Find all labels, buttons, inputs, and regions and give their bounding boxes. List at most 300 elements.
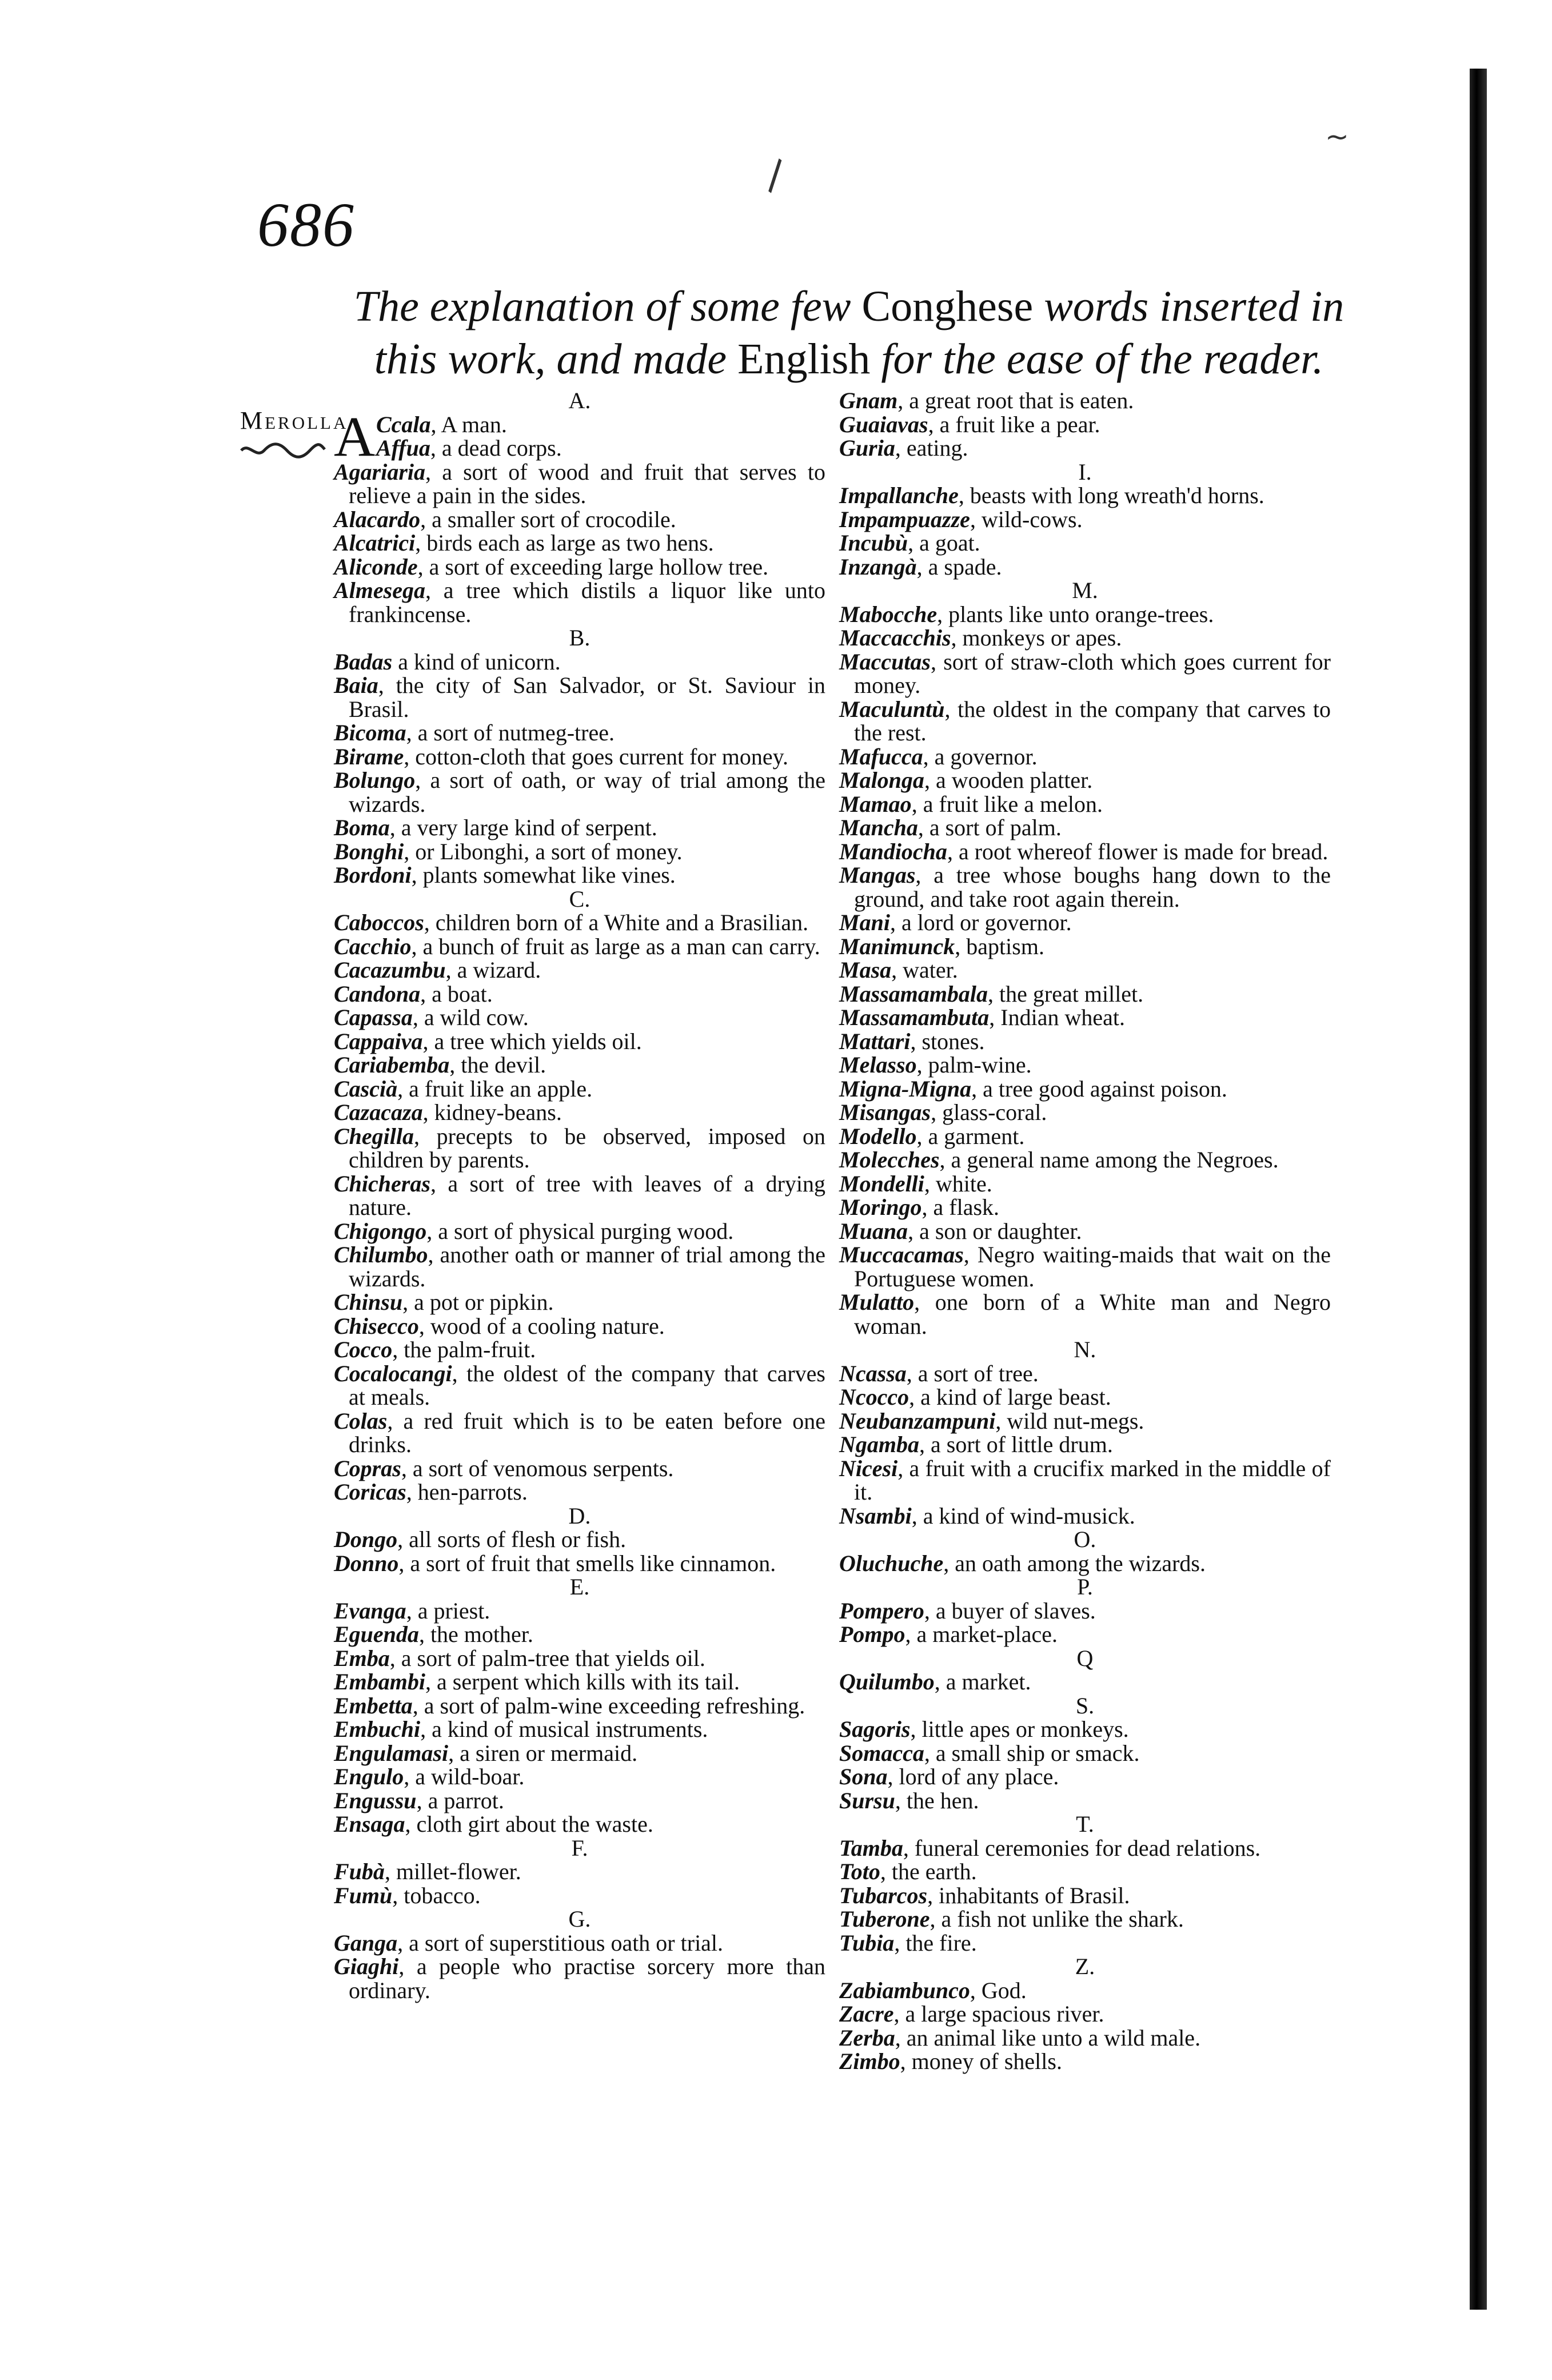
entry-definition: , a small ship or smack. — [924, 1740, 1140, 1766]
entry-term: Cocco — [334, 1337, 393, 1362]
entry-definition: , plants somewhat like vines. — [411, 862, 676, 888]
glossary-entry — [839, 1409, 1331, 1433]
entry-term: Maculuntù — [839, 696, 945, 722]
entry-term: Mattari — [839, 1028, 911, 1054]
glossary-entry — [839, 935, 1331, 959]
entry-definition: , a tree which yields oil. — [422, 1028, 642, 1054]
glossary-entry — [334, 1812, 825, 1836]
entry-definition: , water. — [891, 957, 958, 983]
entry-definition: , a dead corps. — [430, 435, 562, 461]
glossary-column-right — [839, 389, 1331, 2074]
glossary-entry — [334, 1243, 825, 1290]
entry-definition: , a spade. — [916, 553, 1002, 580]
entry-term: Donno — [334, 1550, 399, 1576]
entry-definition: , a root whereof flower is made for bread. — [947, 838, 1328, 864]
entry-term: Impampuazze — [839, 506, 970, 532]
entry-definition: , baptism. — [955, 933, 1044, 959]
entry-definition: , sort of straw-cloth which goes current for money. — [854, 648, 1331, 698]
entry-term: Modello — [839, 1123, 917, 1149]
glossary-entry — [839, 1552, 1331, 1576]
margin-note: Merolla — [240, 406, 349, 434]
entry-term: Bordoni — [334, 862, 412, 888]
entry-term: Sagoris — [839, 1716, 911, 1742]
glossary-entry — [334, 1006, 825, 1030]
glossary-entry — [839, 413, 1331, 437]
glossary-entry — [839, 1219, 1331, 1243]
glossary-entry — [334, 1528, 825, 1552]
entry-definition: , a great root that is eaten. — [897, 388, 1134, 413]
title-fragment: for the ease of the reader. — [870, 335, 1324, 383]
glossary-entry — [334, 650, 825, 674]
glossary-entry — [839, 840, 1331, 864]
glossary-entry — [839, 626, 1331, 650]
entry-term: Giaghi — [334, 1954, 399, 1979]
entry-term: Ngamba — [839, 1432, 919, 1457]
entry-definition: , a flask. — [921, 1194, 1000, 1220]
entry-term: Zerba — [839, 2024, 895, 2051]
entry-definition: , the hen. — [895, 1787, 979, 1813]
entry-definition: , a siren or mermaid. — [448, 1740, 638, 1766]
glossary-entry — [334, 1409, 825, 1457]
entry-definition: , stones. — [910, 1028, 985, 1054]
glossary-entry — [839, 1622, 1331, 1647]
glossary-entry — [839, 389, 1331, 413]
glossary-entry — [334, 1670, 825, 1694]
glossary-entry — [334, 1101, 825, 1125]
glossary-entry — [334, 1884, 825, 1908]
entry-term: Melasso — [839, 1052, 917, 1078]
entry-term: Nicesi — [839, 1455, 898, 1481]
entry-term: Copras — [334, 1455, 401, 1481]
glossary-entry — [334, 1860, 825, 1884]
title-fragment: words inserted in this work, and made — [374, 282, 1344, 383]
entry-definition: , a people who practise sorcery more than ordinary. — [349, 1954, 825, 2003]
entry-term: Eguenda — [334, 1621, 419, 1647]
glossary-entry — [334, 531, 825, 555]
entry-term: Guria — [839, 435, 895, 461]
entry-term: Engulo — [334, 1764, 404, 1789]
glossary-column-left — [334, 389, 825, 2002]
entry-definition: , wood of a cooling nature. — [418, 1313, 665, 1339]
swash-ornament — [240, 439, 326, 462]
glossary-entry — [839, 1195, 1331, 1219]
letter-heading: G. — [568, 1906, 591, 1932]
glossary-entry — [334, 1480, 825, 1504]
glossary-entry — [839, 1362, 1331, 1386]
glossary-entry — [334, 1599, 825, 1623]
glossary-entry — [839, 1053, 1331, 1077]
letter-heading: B. — [569, 625, 591, 651]
entry-term: Massamambuta — [839, 1004, 990, 1030]
entry-term: Mulatto — [839, 1289, 915, 1315]
glossary-entry — [839, 1172, 1331, 1196]
entry-term: Migna-Migna — [839, 1075, 972, 1102]
entry-definition: , money of shells. — [900, 2048, 1062, 2074]
letter-heading: Q — [1076, 1645, 1094, 1671]
glossary-entry — [839, 768, 1331, 792]
entry-definition: , cotton-cloth that goes current for money. — [404, 743, 788, 770]
entry-term: Alacardo — [334, 506, 421, 532]
entry-definition: , the oldest in the company that carves to the rest. — [854, 696, 1331, 746]
entry-term: Manimunck — [839, 933, 955, 959]
entry-term: Bicoma — [334, 720, 406, 746]
entry-definition: , white. — [924, 1170, 992, 1197]
title-fragment: English — [737, 335, 871, 383]
entry-definition: , a governor. — [923, 743, 1038, 770]
entry-term: Aliconde — [334, 553, 418, 580]
entry-definition: , a goat. — [908, 530, 980, 556]
entry-definition: , a fish not unlike the shark. — [929, 1906, 1184, 1932]
entry-term: Toto — [839, 1859, 880, 1884]
glossary-entry — [839, 555, 1331, 579]
entry-definition: , a large spacious river. — [893, 2001, 1104, 2027]
glossary-entry — [839, 958, 1331, 982]
entry-definition: , a tree good against poison. — [971, 1075, 1227, 1102]
glossary-entry — [839, 1077, 1331, 1101]
glossary-entry — [334, 555, 825, 579]
entry-term: Engulamasi — [334, 1740, 449, 1766]
entry-definition: , the devil. — [449, 1052, 546, 1078]
glossary-entry — [334, 1765, 825, 1789]
entry-term: Mafucca — [839, 743, 923, 770]
entry-term: Mabocche — [839, 601, 937, 627]
entry-definition: , a sort of little drum. — [919, 1432, 1113, 1457]
entry-definition: , a sort of venomous serpents. — [401, 1455, 674, 1481]
entry-definition: , a kind of wind-musick. — [911, 1502, 1135, 1529]
glossary-entry — [334, 673, 825, 721]
entry-definition: , eating. — [895, 435, 968, 461]
entry-term: Alcatrici — [334, 530, 416, 556]
entry-term: Cacazumbu — [334, 957, 446, 983]
glossary-entry — [839, 508, 1331, 532]
entry-definition: , a wild cow. — [412, 1004, 529, 1030]
entry-term: Mancha — [839, 815, 918, 840]
entry-definition: , all sorts of flesh or fish. — [397, 1526, 627, 1552]
glossary-entry — [839, 1101, 1331, 1125]
entry-term: Baia — [334, 672, 378, 698]
glossary-entry — [334, 721, 825, 745]
entry-definition: , or Libonghi, a sort of money. — [404, 838, 683, 864]
entry-term: Pompo — [839, 1621, 905, 1647]
glossary-entry — [334, 768, 825, 816]
glossary-entry — [334, 1647, 825, 1671]
entry-term: Zimbo — [839, 2048, 900, 2074]
entry-definition: , a fruit like an apple. — [397, 1075, 593, 1102]
entry-term: Boma — [334, 815, 390, 840]
entry-term: Mani — [839, 910, 890, 935]
entry-definition: , funeral ceremonies for dead relations. — [903, 1835, 1261, 1861]
glossary-entry — [839, 1504, 1331, 1528]
letter-heading: I. — [1078, 459, 1092, 485]
glossary-entry — [839, 650, 1331, 697]
entry-definition: , a sort of wood and fruit that serves to relieve a pain in the sides. — [349, 459, 825, 508]
glossary-entry — [334, 935, 825, 959]
letter-heading: T. — [1076, 1811, 1094, 1837]
glossary-entry — [334, 982, 825, 1006]
page-title — [320, 280, 1378, 385]
entry-definition: , a priest. — [406, 1597, 490, 1624]
entry-term: Birame — [334, 743, 404, 770]
glossary-entry — [334, 1314, 825, 1338]
entry-term: Massamambala — [839, 980, 988, 1007]
entry-term: Tubarcos — [839, 1882, 928, 1908]
entry-term: Bonghi — [334, 838, 404, 864]
entry-definition: , Negro waiting-maids that wait on the Portuguese women. — [854, 1242, 1331, 1291]
glossary-entry — [839, 745, 1331, 769]
entry-definition: , birds each as large as two hens. — [415, 530, 714, 556]
entry-term: Oluchuche — [839, 1550, 944, 1576]
glossary-entry — [839, 1243, 1331, 1290]
entry-term: Molecches — [839, 1147, 940, 1173]
glossary-entry — [839, 1433, 1331, 1457]
entry-term: Emba — [334, 1645, 390, 1671]
title-fragment: Conghese — [861, 282, 1034, 330]
glossary-entry — [839, 792, 1331, 816]
entry-term: Engussu — [334, 1787, 417, 1813]
glossary-entry — [839, 1884, 1331, 1908]
glossary-entry — [334, 436, 825, 460]
entry-definition: , the palm-fruit. — [392, 1337, 536, 1362]
entry-definition: , tobacco. — [392, 1882, 481, 1908]
entry-definition: , glass-coral. — [931, 1099, 1047, 1125]
entry-definition: , the oldest of the company that carves at meals. — [349, 1360, 825, 1410]
entry-definition: , a sort of tree with leaves of a drying nature. — [349, 1170, 825, 1220]
entry-definition: , a fruit with a crucifix marked in the middle of it. — [854, 1455, 1331, 1505]
entry-definition: , inhabitants of Brasil. — [927, 1882, 1130, 1908]
entry-term: Caboccos — [334, 910, 424, 935]
glossary-entry — [839, 1290, 1331, 1338]
entry-term: Embambi — [334, 1669, 426, 1695]
entry-definition: , God. — [969, 1977, 1027, 2003]
glossary-entry — [334, 1030, 825, 1054]
drop-capital: A — [334, 404, 376, 468]
glossary-entry — [334, 1172, 825, 1219]
entry-definition: , precepts to be observed, imposed on children by parents. — [349, 1123, 825, 1173]
entry-definition: , a wooden platter. — [924, 767, 1093, 793]
entry-term: Zacre — [839, 2001, 894, 2027]
letter-heading: P. — [1077, 1574, 1093, 1600]
entry-definition: , a very large kind of serpent. — [389, 815, 657, 840]
glossary-entry — [839, 1385, 1331, 1409]
entry-definition: , a serpent which kills with its tail. — [425, 1669, 740, 1695]
entry-term: Cappaiva — [334, 1028, 423, 1054]
glossary-entry — [839, 436, 1331, 460]
entry-term: Cascià — [334, 1075, 398, 1102]
entry-definition: , one born of a White man and Negro woman. — [854, 1289, 1331, 1339]
glossary-entry — [839, 1670, 1331, 1694]
entry-definition: , a market-place. — [905, 1621, 1058, 1647]
entry-term: Colas — [334, 1408, 388, 1434]
entry-definition: , a tree whose boughs hang down to the ground, and take root again therein. — [854, 862, 1331, 912]
entry-definition: , lord of any place. — [887, 1764, 1059, 1789]
glossary-entry — [839, 1741, 1331, 1765]
glossary-entry — [839, 1599, 1331, 1623]
glossary-entry — [839, 1125, 1331, 1149]
entry-term: Chinsu — [334, 1289, 403, 1315]
entry-definition: , a sort of exceeding large hollow tree. — [417, 553, 769, 580]
glossary-entry — [334, 1053, 825, 1077]
entry-definition: , a buyer of slaves. — [924, 1597, 1096, 1624]
entry-definition: , a pot or pipkin. — [402, 1289, 554, 1315]
entry-term: Gnam — [839, 388, 898, 413]
entry-term: Impallanche — [839, 483, 959, 508]
glossary-entry — [839, 1148, 1331, 1172]
entry-definition: , a bunch of fruit as large as a man can carry. — [411, 933, 820, 959]
entry-term: Evanga — [334, 1597, 406, 1624]
entry-definition: , a son or daughter. — [908, 1218, 1082, 1244]
letter-heading: M. — [1072, 577, 1098, 603]
entry-term: Malonga — [839, 767, 924, 793]
glossary-entry — [334, 863, 825, 887]
entry-term: Guaiavas — [839, 411, 928, 437]
entry-definition: , a garment. — [916, 1123, 1025, 1149]
entry-definition: , hen-parrots. — [406, 1479, 528, 1505]
glossary-entry — [334, 460, 825, 508]
page-gutter-shadow — [1470, 69, 1487, 2310]
entry-term: Cazacaza — [334, 1099, 423, 1125]
entry-term: Mandiocha — [839, 838, 947, 864]
entry-definition: , a lord or governor. — [889, 910, 1072, 935]
page-number: 686 — [257, 190, 355, 260]
entry-term: Cacchio — [334, 933, 412, 959]
entry-definition: , a fruit like a melon. — [911, 791, 1103, 817]
glossary-entry — [839, 1457, 1331, 1504]
entry-definition: , Indian wheat. — [989, 1004, 1125, 1030]
entry-definition: , a general name among the Negroes. — [939, 1147, 1279, 1173]
entry-definition: , a sort of palm-tree that yields oil. — [389, 1645, 705, 1671]
entry-term: Tamba — [839, 1835, 903, 1861]
entry-term: Incubù — [839, 530, 908, 556]
glossary-entry — [839, 603, 1331, 627]
entry-definition: , a kind of large beast. — [909, 1384, 1111, 1410]
entry-term: Cocalocangi — [334, 1360, 452, 1386]
entry-definition: , the earth. — [880, 1859, 977, 1884]
entry-term: Chilumbo — [334, 1242, 428, 1267]
entry-definition: , beasts with long wreath'd horns. — [958, 483, 1264, 508]
glossary-entry — [334, 745, 825, 769]
entry-definition: , a sort of oath, or way of trial among the wizards. — [349, 767, 825, 817]
glossary-entry — [839, 1006, 1331, 1030]
glossary-entry — [334, 1457, 825, 1481]
entry-definition: , a wild-boar. — [404, 1764, 525, 1789]
glossary-entry — [839, 911, 1331, 935]
letter-heading: F. — [571, 1835, 588, 1861]
entry-definition: , a boat. — [420, 980, 493, 1007]
glossary-entry — [839, 2002, 1331, 2026]
entry-term: Ganga — [334, 1929, 398, 1956]
entry-definition: , a sort of fruit that smells like cinnamon. — [398, 1550, 776, 1576]
entry-definition: , a sort of palm-wine exceeding refreshing. — [412, 1692, 805, 1719]
entry-term: Muana — [839, 1218, 908, 1244]
entry-term: Moringo — [839, 1194, 922, 1220]
glossary-entry — [334, 840, 825, 864]
entry-term: Maccutas — [839, 648, 931, 675]
entry-term: Pompero — [839, 1597, 924, 1624]
letter-heading: A. — [568, 388, 591, 413]
entry-term: Ccala — [376, 411, 431, 437]
entry-term: Sona — [839, 1764, 888, 1789]
entry-term: Masa — [839, 957, 892, 983]
entry-term: Candona — [334, 980, 421, 1007]
entry-definition: , an oath among the wizards. — [943, 1550, 1206, 1576]
entry-definition: , a sort of nutmeg-tree. — [406, 720, 615, 746]
entry-definition: , wild nut-megs. — [995, 1408, 1144, 1434]
glossary-entry — [839, 1030, 1331, 1054]
entry-definition: , wild-cows. — [969, 506, 1083, 532]
entry-definition: , a sort of superstitious oath or trial. — [397, 1929, 724, 1956]
entry-term: Inzangà — [839, 553, 917, 580]
glossary-entry — [334, 1362, 825, 1409]
letter-heading: S. — [1075, 1692, 1095, 1719]
entry-term: Capassa — [334, 1004, 413, 1030]
entry-definition: , palm-wine. — [916, 1052, 1032, 1078]
entry-term: Zabiambunco — [839, 1977, 970, 2003]
glossary-entry — [839, 816, 1331, 840]
glossary-entry — [334, 1741, 825, 1765]
glossary-entry — [334, 1955, 825, 2002]
entry-definition: , the fire. — [894, 1929, 977, 1956]
glossary-entry — [334, 1290, 825, 1314]
entry-definition: , little apes or monkeys. — [910, 1716, 1129, 1742]
entry-term: Chicheras — [334, 1170, 430, 1197]
entry-term: Dongo — [334, 1526, 398, 1552]
entry-term: Tubia — [839, 1929, 895, 1956]
entry-definition: , a sort of palm. — [917, 815, 1062, 840]
ink-mark: ~ — [1325, 120, 1349, 153]
entry-term: Ncassa — [839, 1360, 907, 1386]
glossary-entry — [839, 2050, 1331, 2074]
entry-definition: , another oath or manner of trial among the wizards. — [349, 1242, 825, 1291]
glossary-entry — [839, 1931, 1331, 1955]
entry-term: Chisecco — [334, 1313, 419, 1339]
entry-term: Bolungo — [334, 767, 416, 793]
entry-term: Chigongo — [334, 1218, 427, 1244]
glossary-entry — [839, 1860, 1331, 1884]
glossary-entry — [334, 1219, 825, 1243]
entry-term: Mamao — [839, 791, 912, 817]
entry-definition: , a fruit like a pear. — [928, 411, 1100, 437]
entry-definition: , a kind of musical instruments. — [420, 1716, 708, 1742]
entry-term: Tuberone — [839, 1906, 930, 1932]
entry-term: Muccacamas — [839, 1242, 964, 1267]
entry-definition: , a tree which distils a liquor like unto frankincense. — [349, 577, 825, 627]
entry-term: Coricas — [334, 1479, 406, 1505]
entry-definition: , children born of a White and a Brasilian. — [424, 910, 809, 935]
entry-definition: , a market. — [934, 1669, 1031, 1695]
glossary-entry — [839, 1907, 1331, 1931]
glossary-entry — [334, 1717, 825, 1741]
glossary-entry — [334, 1622, 825, 1647]
entry-definition: , millet-flower. — [384, 1859, 521, 1884]
glossary-entry — [334, 1789, 825, 1813]
entry-term: Maccacchis — [839, 625, 951, 651]
entry-definition: , A man. — [430, 411, 507, 437]
entry-term: Ensaga — [334, 1811, 405, 1837]
entry-definition: , a parrot. — [416, 1787, 504, 1813]
glossary-entry — [839, 1836, 1331, 1860]
letter-heading: E. — [569, 1574, 590, 1600]
entry-term: Somacca — [839, 1740, 924, 1766]
entry-term: Badas — [334, 648, 393, 675]
entry-term: Sursu — [839, 1787, 895, 1813]
letter-heading: Z. — [1075, 1954, 1095, 1979]
glossary-entry — [334, 1338, 825, 1362]
entry-definition: a kind of unicorn. — [392, 648, 561, 675]
title-fragment: The explanation of some few — [353, 282, 862, 330]
glossary-entry — [839, 1765, 1331, 1789]
entry-definition: , the great millet. — [988, 980, 1144, 1007]
entry-term: Fubà — [334, 1859, 385, 1884]
